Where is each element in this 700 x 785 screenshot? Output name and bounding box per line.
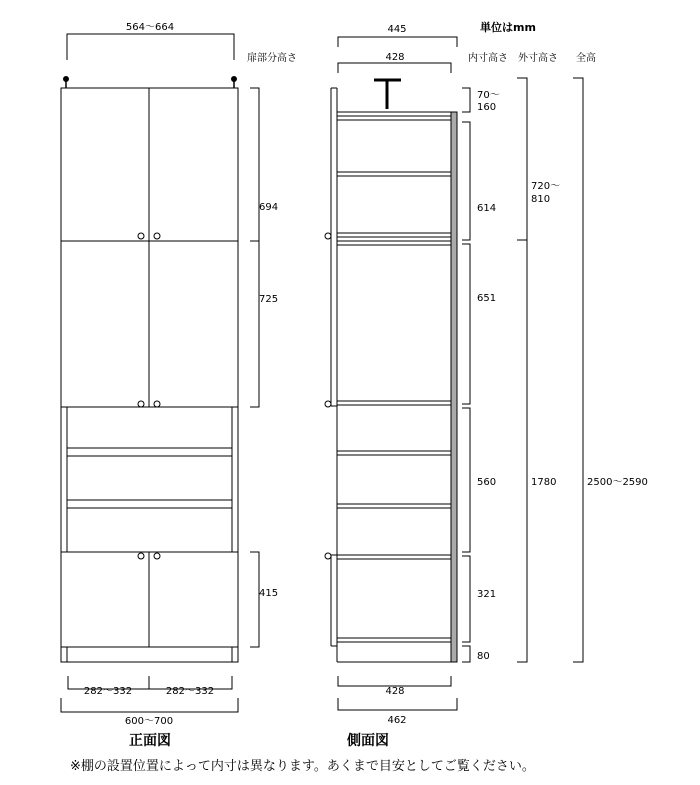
header-outer-height: 外寸高さ — [518, 53, 558, 64]
inner-height-label-4: 560 — [477, 477, 497, 488]
side-view — [325, 37, 583, 710]
shelf — [337, 241, 451, 245]
knob-icon — [325, 401, 331, 407]
outer-depth-top-dimension — [338, 37, 457, 47]
total-width-dimension-line — [61, 698, 238, 712]
outer-depth-top-label: 445 — [387, 24, 407, 35]
right-door-width-label: 282〜332 — [165, 686, 215, 697]
outer-depth-bottom-dimension — [338, 698, 457, 710]
front-view-label: 正面図 — [129, 733, 171, 749]
upper-door-right — [149, 88, 238, 241]
inner-height-dim-4 — [462, 408, 470, 552]
knob-icon — [138, 553, 144, 559]
header-inner-height: 内寸高さ — [468, 53, 508, 64]
shelf — [337, 451, 451, 455]
outer-height-label-2: 1780 — [531, 477, 557, 488]
inner-depth-top-dimension — [338, 63, 451, 73]
middle-door-right — [149, 241, 238, 407]
shelf — [337, 116, 451, 120]
header-door-height: 扉部分高さ — [247, 53, 297, 64]
inner-height-label-1a: 70〜 — [477, 90, 500, 101]
inner-height-label-3: 651 — [477, 293, 497, 304]
door-height-label-3: 415 — [259, 588, 279, 599]
top-width-label: 564〜664 — [125, 22, 175, 33]
header-total-height: 全高 — [576, 53, 596, 64]
inner-height-label-5: 321 — [477, 589, 497, 600]
knob-icon — [154, 233, 160, 239]
upper-door-left — [61, 88, 149, 241]
total-height-label: 2500〜2590 — [587, 477, 648, 488]
inner-height-label-6: 80 — [477, 651, 490, 662]
cabinet-back-panel — [451, 112, 457, 662]
knob-icon — [325, 553, 331, 559]
outer-height-label-1a: 720〜 — [531, 181, 561, 192]
shelf — [337, 401, 451, 405]
top-post-knob-right — [232, 77, 237, 82]
outer-height-label-1b: 810 — [531, 194, 551, 205]
inner-height-dim-6 — [462, 646, 470, 662]
door-height-dim-3 — [250, 552, 259, 647]
door-height-label-1: 694 — [259, 202, 279, 213]
outer-depth-bottom-label: 462 — [387, 715, 407, 726]
lower-door-left — [61, 552, 149, 647]
inner-depth-bottom-dimension — [338, 676, 451, 686]
shelf — [337, 504, 451, 508]
inner-depth-top-label: 428 — [385, 52, 405, 63]
lower-door-right — [149, 552, 238, 647]
total-width-label: 600〜700 — [124, 716, 174, 727]
front-view — [61, 34, 259, 712]
open-shelf-2 — [67, 500, 232, 508]
left-door-width-label: 282〜332 — [83, 686, 133, 697]
total-height-dim — [573, 78, 583, 662]
knob-icon — [154, 553, 160, 559]
knob-icon — [325, 233, 331, 239]
shelf — [337, 638, 451, 642]
shelf — [337, 555, 451, 559]
middle-door-left — [61, 241, 149, 407]
knob-icon — [138, 233, 144, 239]
inner-height-dim-3 — [462, 244, 470, 404]
inner-height-dim-1 — [462, 88, 470, 112]
outer-height-dim-1 — [517, 78, 527, 240]
unit-label: 単位はmm — [480, 21, 536, 34]
inner-height-dim-5 — [462, 556, 470, 642]
shelf — [337, 233, 451, 237]
inner-height-label-2: 614 — [477, 203, 497, 214]
inner-height-label-1b: 160 — [477, 102, 497, 113]
open-shelf-1 — [67, 448, 232, 456]
shelf — [337, 172, 451, 176]
footnote: ※棚の設置位置によって内寸は異なります。あくまで目安としてご覧ください。 — [70, 759, 535, 774]
top-width-dimension-line — [67, 34, 234, 60]
outer-height-dim-2 — [517, 240, 527, 662]
door-height-dim-1 — [250, 88, 259, 241]
door-height-dim-2 — [250, 241, 259, 407]
knob-icon — [154, 401, 160, 407]
knob-icon — [138, 401, 144, 407]
top-post-knob-left — [64, 77, 69, 82]
inner-depth-bottom-label: 428 — [385, 686, 405, 697]
inner-height-dim-2 — [462, 122, 470, 240]
door-height-label-2: 725 — [259, 294, 279, 305]
side-view-label: 側面図 — [347, 733, 389, 749]
